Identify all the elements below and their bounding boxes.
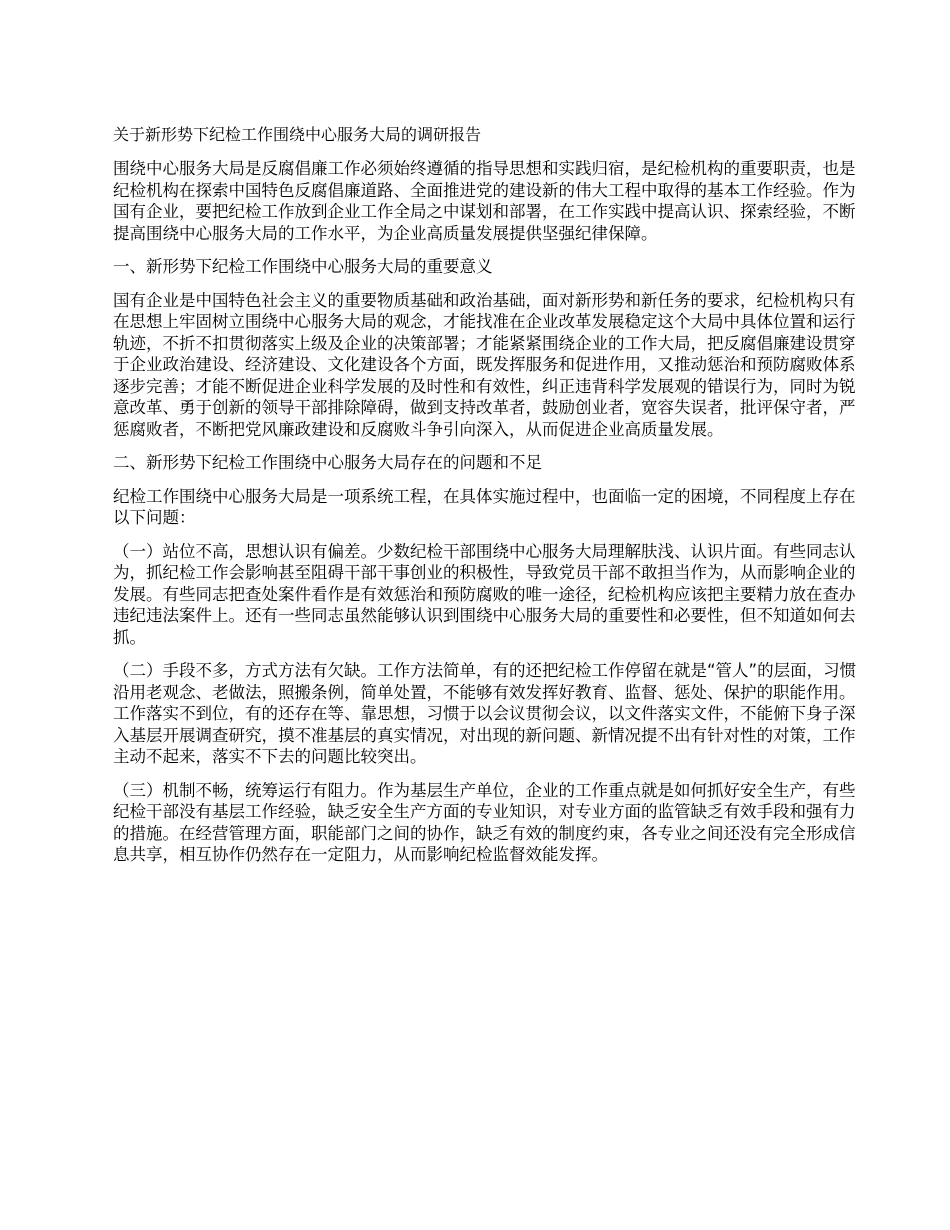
intro-paragraph: 围绕中心服务大局是反腐倡廉工作必须始终遵循的指导思想和实践归宿，是纪检机构的重要职责，也是纪检机构在探索中国特色反腐倡廉道路、全面推进党的建设新的伟大工程中取得的基本工作经验。作为国有企业，要把纪检工作放到企业工作全局之中谋划和部署，在工作实践中提高认识、探索经验，不断提高围绕中心服务大局的工作水平，为企业高质量发展提供坚强纪律保障。 (113, 159, 856, 243)
document-page (113, 124, 858, 878)
document-title: 关于新形势下纪检工作围绕中心服务大局的调研报告 (113, 125, 482, 144)
problem-item-3: （三）机制不畅，统筹运行有阻力。作为基层生产单位，企业的工作重点就是如何抓好安全生产，有些纪检干部没有基层工作经验，缺乏安全生产方面的专业知识，对专业方面的监管缺乏有效手段和强有力的措施。在经营管理方面，职能部门之间的协作，缺乏有效的制度约束，各专业之间还没有完全形成信息共享，相互协作仍然存在一定阻力，从而影响纪检监督效能发挥。 (113, 780, 856, 864)
problem-item-2: （二）手段不多，方式方法有欠缺。工作方法简单，有的还把纪检工作停留在就是“管人”的层面，习惯沿用老观念、老做法，照搬条例，简单处置，不能够有效发挥好教育、监督、惩处、保护的职能作用。工作落实不到位，有的还存在等、靠思想，习惯于以会议贯彻会议，以文件落实文件，不能俯下身子深入基层开展调查研究，摸不准基层的真实情况，对出现的新问题、新情况提不出有针对性的对策，工作主动不起来，落实不下去的问题比较突出。 (113, 661, 857, 766)
section-2-intro-paragraph: 纪检工作围绕中心服务大局是一项系统工程，在具体实施过程中，也面临一定的困境，不同程度上存在以下问题： (113, 486, 856, 527)
section-2-heading: 二、新形势下纪检工作围绕中心服务大局存在的问题和不足 (113, 453, 542, 472)
section-1-heading: 一、新形势下纪检工作围绕中心服务大局的重要意义 (113, 257, 493, 276)
section-1-paragraph: 国有企业是中国特色社会主义的重要物质基础和政治基础，面对新形势和新任务的要求，纪检机构只有在思想上牢固树立围绕中心服务大局的观念，才能找准在企业改革发展稳定这个大局中具体位置和运行轨迹，不折不扣贯彻落实上级及企业的决策部署；才能紧紧围绕企业的工作大局，把反腐倡廉建设贯穿于企业政治建设、经济建设、文化建设各个方面，既发挥服务和促进作用，又推动惩治和预防腐败体系逐步完善；才能不断促进企业科学发展的及时性和有效性，纠正违背科学发展观的错误行为，同时为锐意改革、勇于创新的领导干部排除障碍，做到支持改革者，鼓励创业者，宽容失误者，批评保守者，严惩腐败者，不断把党风廉政建设和反腐败斗争引向深入，从而促进企业高质量发展。 (113, 290, 856, 439)
problem-item-1: （一）站位不高，思想认识有偏差。少数纪检干部围绕中心服务大局理解肤浅、认识片面。有些同志认为，抓纪检工作会影响甚至阻碍干部干事创业的积极性，导致党员干部不敢担当作为，从而影响企业的发展。有些同志把查处案件看作是有效惩治和预防腐败的唯一途径，纪检机构应该把主要精力放在查办违纪违法案件上。还有一些同志虽然能够认识到围绕中心服务大局的重要性和必要性，但不知道如何去抓。 (113, 541, 856, 647)
